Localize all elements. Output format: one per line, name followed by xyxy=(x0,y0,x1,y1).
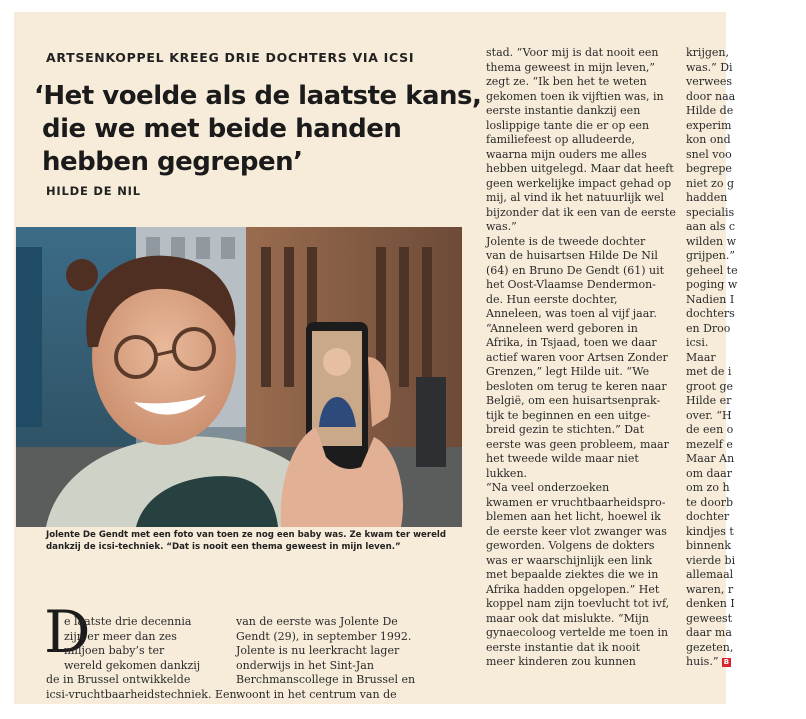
body-line: waren, r xyxy=(686,582,734,596)
body-line: Nadien I xyxy=(686,292,735,306)
body-line: en Droo xyxy=(686,321,731,335)
body-line: geweest xyxy=(686,611,733,625)
body-line: e laatste drie decennia xyxy=(64,615,192,628)
body-line: krijgen, xyxy=(686,46,729,59)
body-column-1 xyxy=(46,615,237,702)
body-line: kwamen er vruchtbaarheidspro- xyxy=(486,495,666,509)
body-line: hebben uitgelegd. Maar dat heeft xyxy=(486,162,674,175)
body-line: lukken. xyxy=(486,466,528,480)
body-line: miljoen baby’s ter xyxy=(64,644,165,657)
body-line: grijpen.” xyxy=(686,249,735,262)
body-line: tijk te beginnen en een uitge- xyxy=(486,408,651,422)
body-line: hadden xyxy=(686,191,728,204)
body-line: Maar xyxy=(686,350,716,364)
body-column-2 xyxy=(236,615,416,702)
body-line: specialis xyxy=(686,205,735,219)
body-line: Anneleen, was toen al vijf jaar. xyxy=(486,307,657,320)
body-line: begrepe xyxy=(686,162,732,175)
article-byline: HILDE DE NIL xyxy=(46,184,141,198)
body-line: snel voo xyxy=(686,147,732,161)
body-line: was.” Di xyxy=(686,60,733,74)
body-line: thema geweest in mijn leven,” xyxy=(486,60,656,74)
body-line: wereld gekomen dankzij xyxy=(64,658,201,672)
body-line: Maar An xyxy=(686,452,735,465)
body-line: daar ma xyxy=(686,626,732,639)
body-line: Grenzen,” legt Hilde uit. “We xyxy=(486,365,650,378)
body-line: mij, al vind ik het natuurlijk wel xyxy=(486,191,665,204)
body-line: maar ook dat mislukte. “Mijn xyxy=(486,611,649,625)
body-line: het tweede wilde maar niet xyxy=(486,452,639,465)
body-line: icsi. xyxy=(686,336,709,349)
headline-line: ‘Het voelde als de laatste kans, xyxy=(34,81,482,111)
article-kicker: ARTSENKOPPEL KREEG DRIE DOCHTERS VIA ICSI xyxy=(46,50,415,65)
body-line: de in Brussel ontwikkelde xyxy=(46,673,191,686)
body-line: Jolente is de tweede dochter xyxy=(486,234,646,248)
body-line: loslippige tante die er op een xyxy=(486,118,650,132)
headline-line: die we met beide handen xyxy=(42,114,402,144)
body-line: waarna mijn ouders me alles xyxy=(486,147,647,161)
body-line: aan als c xyxy=(686,220,736,233)
body-line: groot ge xyxy=(686,379,734,393)
body-line: huis.” B xyxy=(686,655,730,668)
body-line: kindjes t xyxy=(686,524,734,538)
body-line: eerste instantie dankzij een xyxy=(486,104,641,117)
body-line: poging w xyxy=(686,278,738,291)
body-line: “Na veel onderzoeken xyxy=(486,481,610,494)
body-line: met de i xyxy=(686,365,732,378)
body-column-3 xyxy=(486,46,676,670)
body-line: Hilde er xyxy=(686,394,732,407)
body-line: Jolente is nu leerkracht lager xyxy=(236,644,400,657)
body-line: koppel nam zijn toevlucht tot ivf, xyxy=(486,597,670,610)
body-line: Berchmanscollege in Brussel en xyxy=(236,673,416,686)
body-line: breid gezin te stichten.” Dat xyxy=(486,423,644,436)
body-line: dochter xyxy=(686,510,730,523)
body-line: meer kinderen zou kunnen xyxy=(486,655,636,668)
body-line: geworden. Volgens de dokters xyxy=(486,539,655,552)
body-line: onderwijs in het Sint-Jan xyxy=(236,658,374,672)
body-line: België, om een huisartsenprak- xyxy=(486,394,661,407)
body-line: Afrika, in Tsjaad, toen we daar xyxy=(486,336,657,349)
body-line: het Oost-Vlaamse Dendermon- xyxy=(486,278,656,291)
body-line: de eerste keer vlot zwanger was xyxy=(486,524,667,538)
body-line: wilden w xyxy=(686,234,736,248)
body-line: over. “H xyxy=(686,408,732,422)
article-photo xyxy=(16,227,462,527)
body-line: dochters xyxy=(686,307,735,320)
body-line: verwees xyxy=(686,75,733,88)
body-line: de een o xyxy=(686,423,734,436)
body-line: geheel te xyxy=(686,263,738,277)
body-line: niet zo g xyxy=(686,176,734,190)
body-line: om zo h xyxy=(686,481,730,494)
body-column-4 xyxy=(686,46,806,670)
body-line: stad. “Voor mij is dat nooit een xyxy=(486,46,659,59)
body-line: gekomen toen ik vijftien was, in xyxy=(486,89,664,103)
body-line: van de huisartsen Hilde De Nil xyxy=(486,249,658,262)
body-line: door naa xyxy=(686,89,736,103)
headline-line: hebben gegrepen’ xyxy=(42,147,303,177)
body-line: denken I xyxy=(686,597,735,610)
body-line: allemaal xyxy=(686,568,734,581)
body-line: bijzonder dat ik een van de eerste xyxy=(486,205,676,219)
caption-line: dankzij de icsi-techniek. “Dat is nooit een thema geweest in mijn leven.” xyxy=(46,541,401,552)
article-headline xyxy=(34,80,486,179)
body-line: van de eerste was Jolente De xyxy=(236,615,398,628)
body-line: was.” xyxy=(486,220,517,233)
body-line: de. Hun eerste dochter, xyxy=(486,292,618,306)
body-line: Hilde de xyxy=(686,104,734,117)
body-line: besloten om terug te keren naar xyxy=(486,379,667,393)
body-line: kon ond xyxy=(686,133,731,146)
body-line: mezelf e xyxy=(686,437,733,451)
drop-cap: D xyxy=(44,598,91,666)
body-line: blemen aan het licht, hoewel ik xyxy=(486,510,661,523)
body-line: met bepaalde ziektes die we in xyxy=(486,568,659,581)
photo-caption xyxy=(46,530,466,553)
body-line: vierde bi xyxy=(686,553,736,567)
body-line: geen werkelijke impact gehad op xyxy=(486,176,672,190)
body-line: Afrika hadden opgelopen.” Het xyxy=(486,582,660,596)
body-line: eerste was geen probleem, maar xyxy=(486,437,669,451)
body-line: was er waarschijnlijk een link xyxy=(486,553,653,567)
newspaper-page xyxy=(14,12,738,704)
body-line: (64) en Bruno De Gendt (61) uit xyxy=(486,263,665,277)
body-line: te doorb xyxy=(686,495,734,509)
body-line: gynaecoloog vertelde me toen in xyxy=(486,626,669,639)
body-line: woont in het centrum van de xyxy=(236,687,397,701)
caption-line: Jolente De Gendt met een foto van toen ze nog een baby was. Ze kwam ter wereld xyxy=(46,530,446,540)
body-line: actief waren voor Artsen Zonder xyxy=(486,350,668,364)
body-line: binnenk xyxy=(686,539,731,552)
body-line: zegt ze. “Ik ben het te weten xyxy=(486,75,647,88)
body-line: experim xyxy=(686,118,732,132)
body-line: om daar xyxy=(686,466,732,480)
body-line: familiefeest op alludeerde, xyxy=(486,133,635,146)
body-line: Gendt (29), in september 1992. xyxy=(236,629,412,643)
body-line: gezeten, xyxy=(686,640,734,654)
photo-woman-holding-phone xyxy=(16,227,462,527)
end-mark-icon: B xyxy=(723,657,730,666)
body-line: “Anneleen werd geboren in xyxy=(486,321,638,335)
body-line: icsi-vruchtbaarheidstechniek. Een xyxy=(46,687,237,701)
body-line: eerste instantie dat ik nooit xyxy=(486,640,641,654)
body-line: zijn er meer dan zes xyxy=(64,629,177,643)
